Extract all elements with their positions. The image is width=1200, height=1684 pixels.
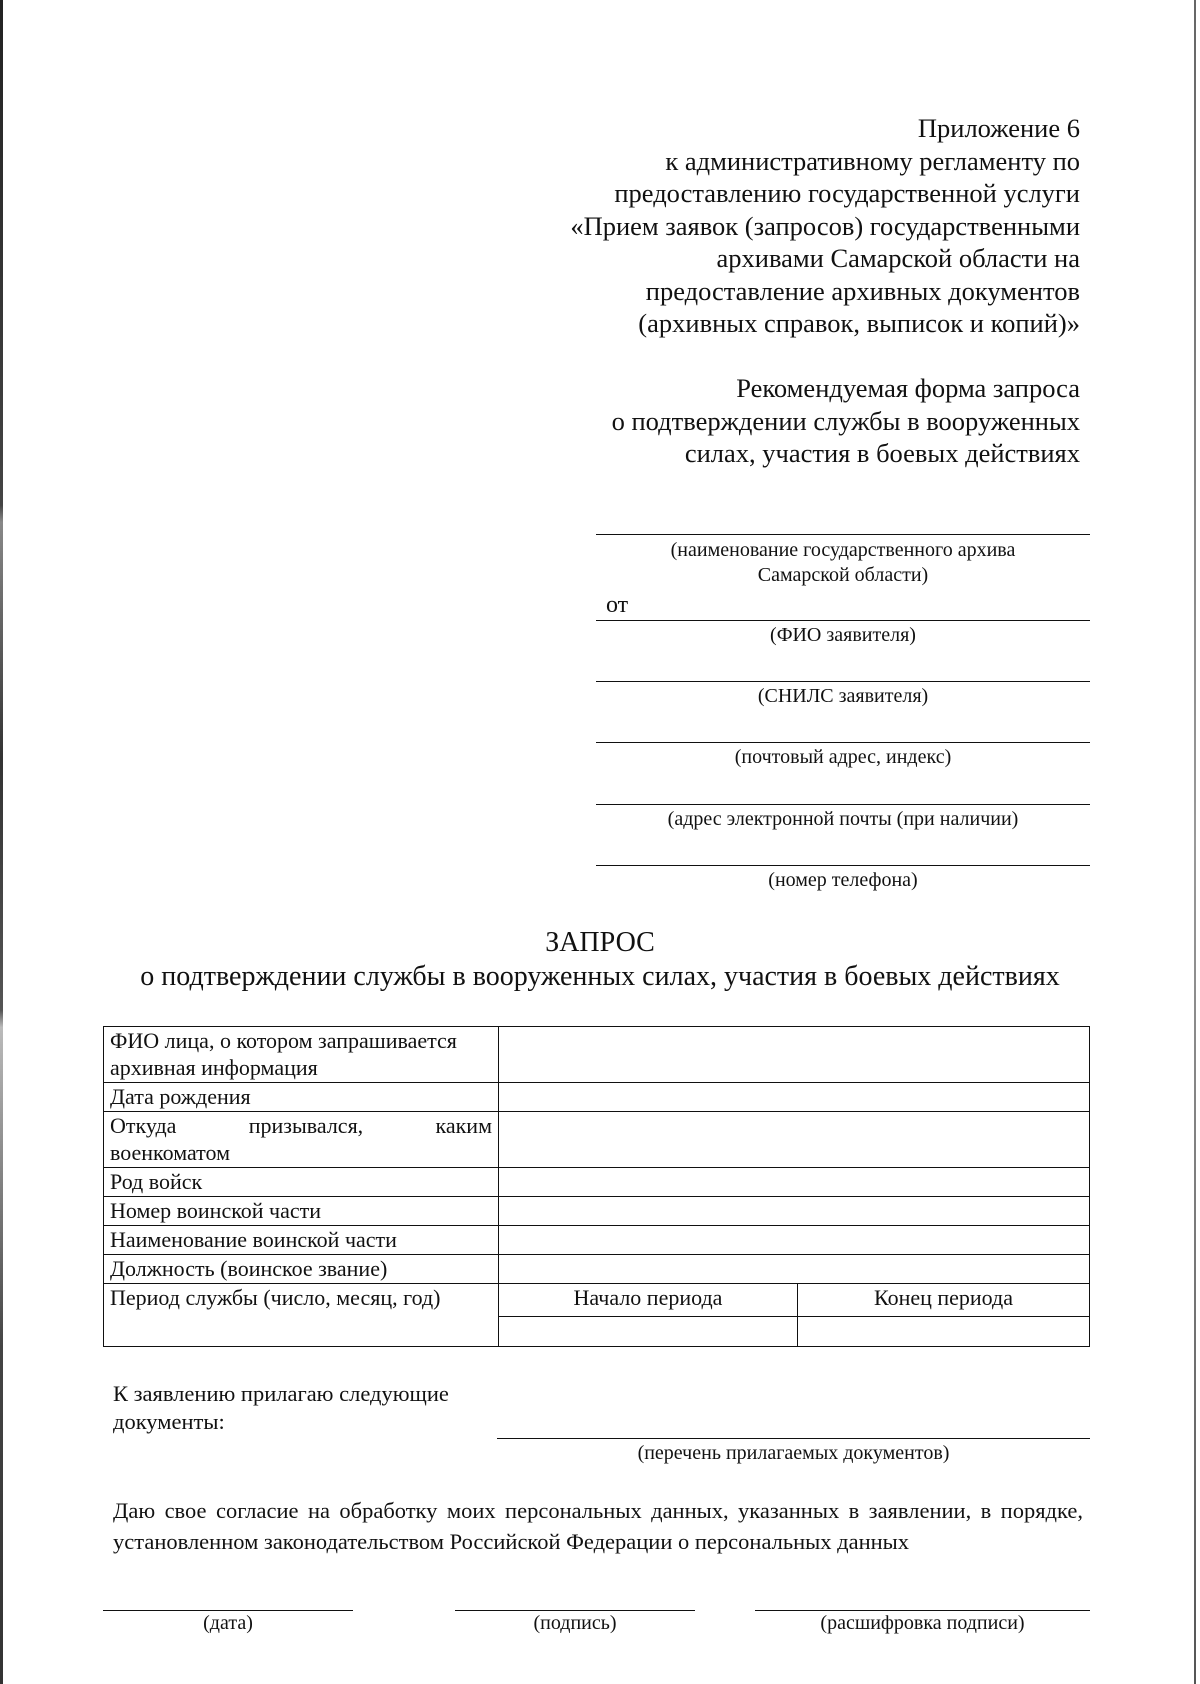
archive-caption-line: (наименование государственного архива xyxy=(670,539,1016,561)
header-line: архивами Самарской области на xyxy=(716,243,1080,273)
email-caption: (адрес электронной почты (при наличии) xyxy=(667,808,1019,830)
row-label-drafted-from xyxy=(104,1112,499,1168)
header-line: Приложение 6 xyxy=(917,113,1080,143)
row-value-position-rank[interactable] xyxy=(499,1255,1090,1284)
row-value-troop-type[interactable] xyxy=(499,1168,1090,1197)
applicant-fio-caption: (ФИО заявителя) xyxy=(770,624,916,646)
applicant-snils-caption: (СНИЛС заявителя) xyxy=(757,685,929,707)
row-value-drafted-from[interactable] xyxy=(499,1112,1090,1168)
table-row xyxy=(104,1168,1090,1197)
row-label-troop-type: Род войск xyxy=(104,1168,499,1197)
header-line: предоставлению государственной услуги xyxy=(614,178,1080,208)
signature-field[interactable] xyxy=(455,1610,695,1611)
table-row xyxy=(104,1255,1090,1284)
attachments-list-field[interactable] xyxy=(497,1438,1090,1439)
archive-name-caption xyxy=(596,538,1090,588)
header-line: к административному регламенту по xyxy=(665,145,1080,176)
signature-decode-field[interactable] xyxy=(755,1610,1090,1611)
row-value-unit-number[interactable] xyxy=(499,1197,1090,1226)
service-info-table xyxy=(103,1026,1090,1347)
period-start-header: Начало периода xyxy=(499,1284,798,1317)
postal-address-caption: (почтовый адрес, индекс) xyxy=(734,746,952,768)
form-title-line: о подтверждении службы в вооруженных xyxy=(611,405,1080,436)
row-value-fio[interactable] xyxy=(499,1027,1090,1083)
date-field[interactable] xyxy=(103,1610,353,1611)
email-field[interactable] xyxy=(596,804,1090,805)
from-label: от xyxy=(606,592,629,618)
row-label-position-rank: Должность (воинское звание) xyxy=(104,1255,499,1284)
appendix-header xyxy=(460,112,1080,340)
table-row xyxy=(104,1027,1090,1083)
table-row xyxy=(104,1284,1090,1317)
signature-decode-caption: (расшифровка подписи) xyxy=(820,1612,1025,1634)
period-end-value[interactable] xyxy=(798,1317,1090,1347)
row-value-birth-date[interactable] xyxy=(499,1083,1090,1112)
postal-address-field[interactable] xyxy=(596,742,1090,743)
table-row xyxy=(104,1226,1090,1255)
attachments-label-line: документы: xyxy=(113,1409,225,1434)
consent-text: Даю свое согласие на обработку моих персональных данных, указанных в заявлении, в порядке, установленном законодательством Российской Федерации о персональных данных xyxy=(113,1498,1083,1554)
date-caption: (дата) xyxy=(203,1612,253,1634)
header-line: предоставление архивных документов xyxy=(645,275,1080,306)
header-line: «Прием заявок (запросов) государственными xyxy=(570,210,1080,241)
row-label-service-period: Период службы (число, месяц, год) xyxy=(104,1284,499,1347)
applicant-snils-field[interactable] xyxy=(596,681,1090,682)
phone-caption: (номер телефона) xyxy=(768,869,918,891)
request-subtitle: о подтверждении службы в вооруженных силах, участия в боевых действиях xyxy=(140,961,1060,992)
scan-edge-left xyxy=(0,0,3,1684)
recommended-form-title xyxy=(460,372,1080,470)
drafted-from-word: каким xyxy=(435,1113,492,1138)
request-title: ЗАПРОС xyxy=(545,927,655,958)
attachments-caption: (перечень прилагаемых документов) xyxy=(637,1442,950,1464)
drafted-from-word: призывался, xyxy=(248,1113,364,1138)
row-label-birth-date: Дата рождения xyxy=(104,1083,499,1112)
archive-caption-line: Самарской области) xyxy=(757,564,929,586)
attachments-label xyxy=(113,1380,449,1436)
row-label-unit-name: Наименование воинской части xyxy=(104,1226,499,1255)
row-value-unit-name[interactable] xyxy=(499,1226,1090,1255)
phone-field[interactable] xyxy=(596,865,1090,866)
header-line: (архивных справок, выписок и копий)» xyxy=(638,308,1080,338)
signature-caption: (подпись) xyxy=(533,1612,617,1634)
form-title-line: силах, участия в боевых действиях xyxy=(684,438,1080,468)
scan-edge-right xyxy=(1194,0,1196,1684)
drafted-from-text-rest: военкоматом xyxy=(110,1140,230,1165)
period-start-value[interactable] xyxy=(499,1317,798,1347)
table-row xyxy=(104,1112,1090,1168)
archive-name-field[interactable] xyxy=(596,534,1090,535)
form-title-line: Рекомендуемая форма запроса xyxy=(736,373,1080,403)
row-label-unit-number: Номер воинской части xyxy=(104,1197,499,1226)
attachments-label-line: К заявлению прилагаю следующие xyxy=(113,1381,449,1406)
applicant-fio-field[interactable] xyxy=(596,620,1090,621)
table-row xyxy=(104,1197,1090,1226)
table-row xyxy=(104,1083,1090,1112)
period-end-header: Конец периода xyxy=(798,1284,1090,1317)
row-label-fio: ФИО лица, о котором запрашивается архивная информация xyxy=(104,1027,499,1083)
drafted-from-word: Откуда xyxy=(110,1113,177,1138)
